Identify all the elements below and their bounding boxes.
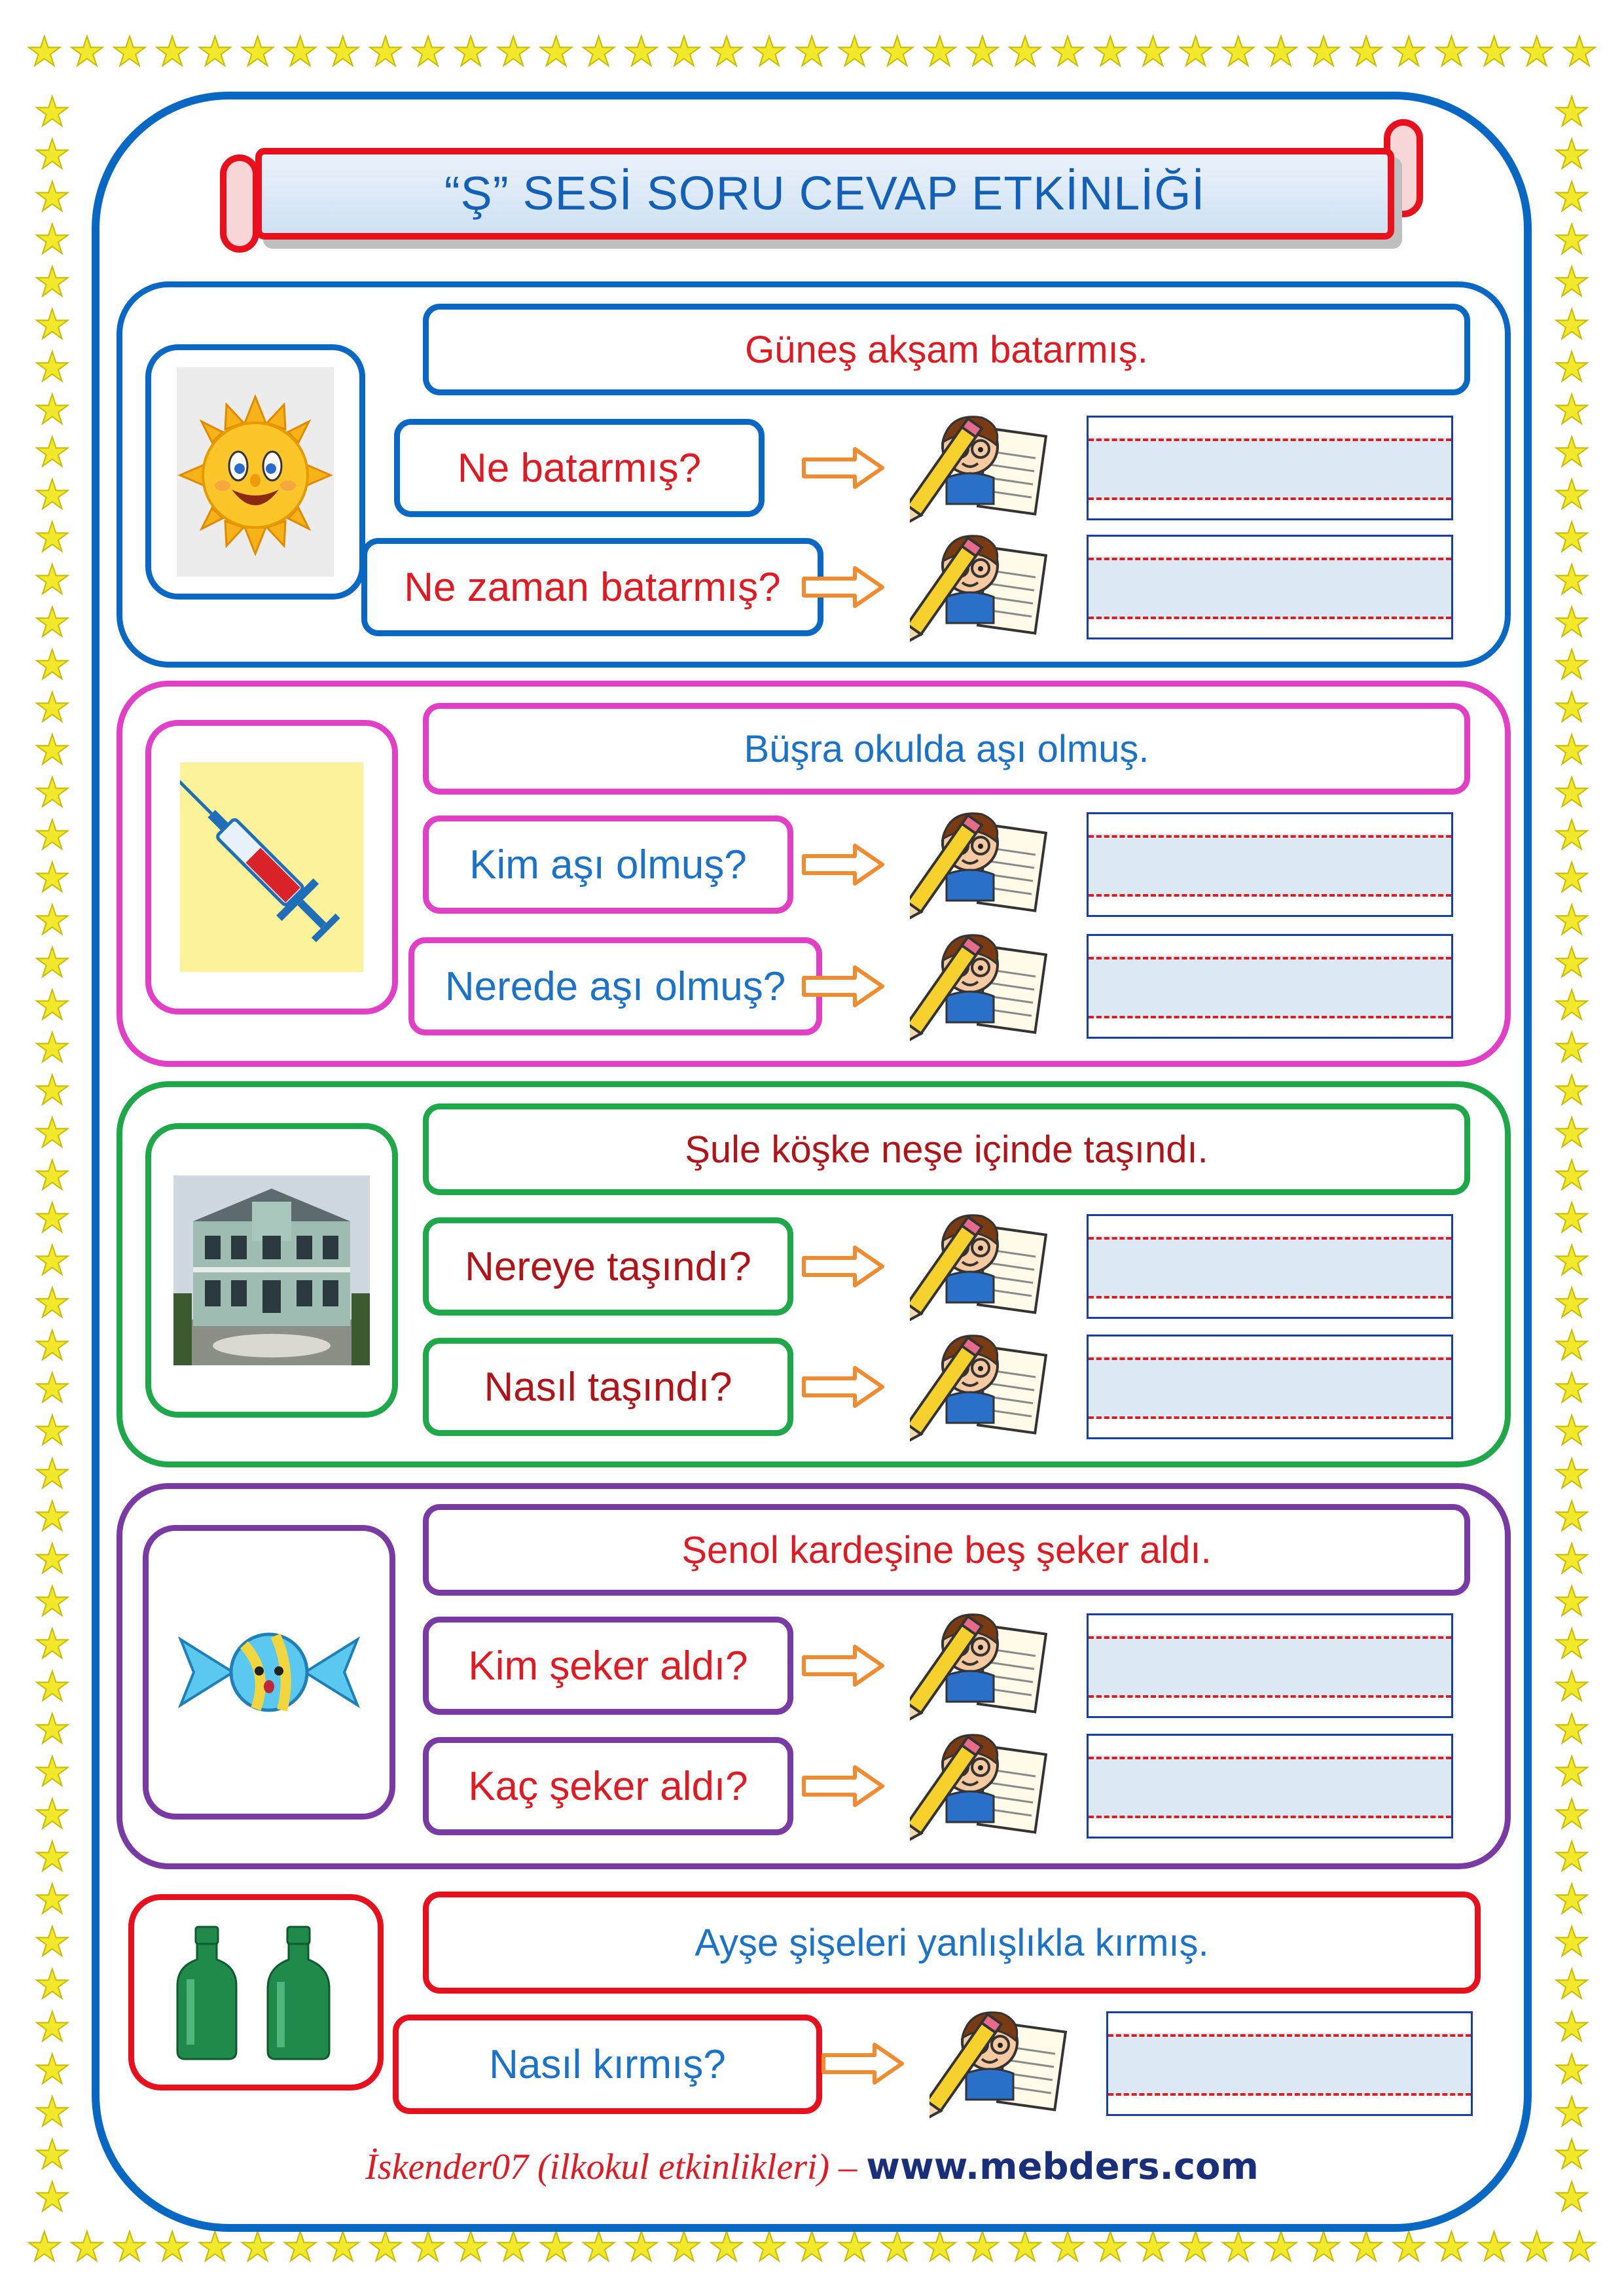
- statement-box: [423, 304, 1470, 395]
- star-icon: ★: [34, 1236, 71, 1285]
- star-icon: ★: [921, 2223, 958, 2270]
- star-icon: ★: [34, 2045, 71, 2093]
- star-icon: ★: [1177, 27, 1214, 75]
- statement-text: Ayşe şişeleri yanlışlıkla kırmış.: [695, 1921, 1209, 1964]
- image-box-mansion: [145, 1123, 398, 1418]
- star-icon: ★: [1553, 2172, 1590, 2221]
- question-text: Nereye taşındı?: [465, 1244, 751, 1289]
- star-icon: ★: [1475, 27, 1513, 75]
- star-icon: ★: [34, 1960, 71, 2008]
- star-icon: ★: [1553, 1704, 1590, 1753]
- scroll-curl-left: [220, 154, 259, 253]
- syringe-icon: [180, 762, 363, 972]
- star-icon: ★: [921, 27, 958, 75]
- star-icon: ★: [1553, 471, 1590, 519]
- question-text: Nerede aşı olmuş?: [444, 963, 786, 1009]
- star-icon: ★: [1263, 2223, 1299, 2270]
- star-icon: ★: [34, 130, 71, 179]
- star-icon: ★: [1553, 2002, 1590, 2051]
- question-box: [394, 419, 765, 517]
- star-icon: ★: [154, 27, 191, 75]
- star-icon: ★: [34, 428, 71, 476]
- star-icon: ★: [281, 2223, 319, 2270]
- star-icon: ★: [1134, 2223, 1172, 2270]
- star-border-right: [1553, 88, 1590, 2221]
- star-icon: ★: [793, 27, 831, 75]
- star-icon: ★: [1553, 1619, 1590, 1668]
- star-icon: ★: [34, 1066, 71, 1115]
- star-border-left: [34, 88, 71, 2221]
- star-icon: ★: [751, 27, 787, 75]
- star-icon: ★: [1553, 1832, 1590, 1880]
- star-icon: ★: [239, 27, 276, 75]
- star-icon: ★: [34, 1024, 71, 1072]
- question-box: [423, 1617, 793, 1715]
- star-icon: ★: [410, 2223, 446, 2270]
- star-icon: ★: [34, 1662, 71, 1710]
- statement-box: [423, 1103, 1470, 1195]
- star-icon: ★: [1049, 27, 1086, 75]
- statement-text: Şule köşke neşe içinde taşındı.: [685, 1128, 1208, 1171]
- question-text: Ne zaman batarmış?: [404, 564, 781, 610]
- answer-line-box[interactable]: [1087, 416, 1453, 520]
- kid-writing-icon: [910, 1325, 1047, 1449]
- question-box: [393, 2015, 822, 2114]
- arrow-right-icon: [801, 1364, 886, 1410]
- question-text: Nasıl taşındı?: [484, 1364, 732, 1410]
- image-box-candy: [143, 1525, 395, 1820]
- question-box: [423, 1217, 793, 1316]
- answer-line-box[interactable]: [1087, 1335, 1453, 1439]
- star-icon: ★: [1553, 981, 1590, 1030]
- question-text: Ne batarmış?: [457, 445, 702, 491]
- star-icon: ★: [1007, 2223, 1043, 2270]
- star-icon: ★: [34, 939, 71, 987]
- star-icon: ★: [1553, 853, 1590, 902]
- arrow-right-icon: [801, 1244, 886, 1289]
- statement-text: Güneş akşam batarmış.: [745, 328, 1148, 371]
- kid-writing-icon: [910, 802, 1047, 927]
- star-icon: ★: [1553, 811, 1590, 859]
- star-icon: ★: [34, 513, 71, 562]
- star-icon: ★: [1433, 2223, 1470, 2270]
- arrow-right-icon: [801, 1763, 886, 1809]
- star-icon: ★: [1177, 2223, 1214, 2270]
- star-icon: ★: [1219, 27, 1257, 75]
- star-icon: ★: [34, 811, 71, 859]
- answer-line-box[interactable]: [1087, 934, 1453, 1039]
- star-icon: ★: [1553, 88, 1590, 135]
- kid-writing-icon: [910, 924, 1047, 1049]
- star-icon: ★: [34, 173, 71, 221]
- star-icon: ★: [34, 1704, 71, 1753]
- star-icon: ★: [281, 27, 319, 75]
- question-text: Kim aşı olmuş?: [469, 842, 747, 888]
- star-icon: ★: [1553, 1321, 1590, 1370]
- star-icon: ★: [34, 1789, 71, 1838]
- star-icon: ★: [1553, 641, 1590, 689]
- star-icon: ★: [154, 2223, 191, 2270]
- star-icon: ★: [34, 1279, 71, 1327]
- star-icon: ★: [34, 300, 71, 349]
- star-icon: ★: [452, 27, 489, 75]
- question-text: Kaç şeker aldı?: [468, 1763, 748, 1809]
- star-icon: ★: [1561, 2223, 1598, 2270]
- title-banner: [216, 110, 1427, 274]
- star-icon: ★: [324, 27, 361, 75]
- arrow-right-icon: [801, 445, 886, 491]
- star-icon: ★: [1553, 1960, 1590, 2008]
- star-icon: ★: [111, 27, 148, 75]
- statement-text: Şenol kardeşine beş şeker aldı.: [681, 1528, 1212, 1571]
- star-icon: ★: [1092, 27, 1129, 75]
- star-icon: ★: [34, 1874, 71, 1923]
- star-icon: ★: [1553, 1789, 1590, 1838]
- star-icon: ★: [1553, 1534, 1590, 1583]
- star-icon: ★: [1553, 258, 1590, 306]
- star-icon: ★: [1553, 1874, 1590, 1923]
- star-icon: ★: [1390, 27, 1428, 75]
- star-icon: ★: [1553, 556, 1590, 604]
- star-icon: ★: [34, 1321, 71, 1370]
- star-icon: ★: [1553, 1662, 1590, 1710]
- star-icon: ★: [1518, 2223, 1555, 2270]
- star-icon: ★: [1305, 2223, 1342, 2270]
- star-icon: ★: [1553, 1109, 1590, 1157]
- kid-writing-icon: [910, 1604, 1047, 1728]
- star-icon: ★: [1553, 939, 1590, 987]
- footer-author: İskender07 (ilkokul etkinlikleri) –: [365, 2147, 867, 2187]
- star-icon: ★: [1553, 2045, 1590, 2093]
- mansion-icon: [173, 1175, 370, 1365]
- image-box-sun: [145, 344, 365, 600]
- star-icon: ★: [878, 27, 916, 75]
- star-icon: ★: [1561, 27, 1598, 75]
- star-icon: ★: [1553, 2130, 1590, 2178]
- star-icon: ★: [34, 2130, 71, 2178]
- question-text: Nasıl kırmış?: [489, 2041, 726, 2087]
- arrow-right-icon: [801, 842, 886, 888]
- star-icon: ★: [34, 1151, 71, 1200]
- star-icon: ★: [1553, 1747, 1590, 1795]
- title-box: [255, 148, 1394, 240]
- star-icon: ★: [666, 2223, 702, 2270]
- star-icon: ★: [1553, 513, 1590, 562]
- arrow-right-icon: [801, 963, 886, 1009]
- star-icon: ★: [34, 598, 71, 647]
- star-icon: ★: [34, 1109, 71, 1157]
- star-icon: ★: [1553, 1151, 1590, 1200]
- star-icon: ★: [34, 471, 71, 519]
- star-border-bottom: [26, 2223, 1598, 2270]
- star-icon: ★: [1553, 130, 1590, 179]
- question-text: Kim şeker aldı?: [468, 1643, 748, 1689]
- star-icon: ★: [111, 2223, 148, 2270]
- statement-box: [423, 1892, 1481, 1994]
- star-icon: ★: [34, 1619, 71, 1668]
- footer-website-link[interactable]: www.mebders.com: [866, 2145, 1259, 2188]
- star-icon: ★: [537, 2223, 575, 2270]
- answer-line-box[interactable]: [1087, 812, 1453, 917]
- answer-line-box[interactable]: [1087, 1734, 1453, 1839]
- star-icon: ★: [1433, 27, 1470, 75]
- star-icon: ★: [1219, 2223, 1257, 2270]
- star-icon: ★: [964, 27, 1001, 75]
- statement-box: [423, 703, 1470, 795]
- answer-line-box[interactable]: [1087, 1214, 1453, 1319]
- star-icon: ★: [751, 2223, 787, 2270]
- star-icon: ★: [34, 88, 71, 135]
- star-icon: ★: [1553, 1407, 1590, 1455]
- star-icon: ★: [836, 27, 873, 75]
- star-icon: ★: [196, 27, 234, 75]
- star-icon: ★: [1553, 896, 1590, 944]
- star-icon: ★: [708, 2223, 745, 2270]
- arrow-right-icon: [801, 564, 886, 610]
- star-icon: ★: [34, 1917, 71, 1965]
- answer-line-box[interactable]: [1106, 2011, 1473, 2116]
- star-icon: ★: [1007, 27, 1043, 75]
- star-icon: ★: [34, 1534, 71, 1583]
- answer-line-box[interactable]: [1087, 535, 1453, 639]
- star-icon: ★: [34, 2172, 71, 2221]
- star-icon: ★: [1553, 215, 1590, 264]
- star-icon: ★: [1553, 1236, 1590, 1285]
- statement-text: Büşra okulda aşı olmuş.: [744, 727, 1149, 770]
- star-icon: ★: [367, 27, 404, 75]
- star-icon: ★: [34, 853, 71, 902]
- star-icon: ★: [964, 2223, 1001, 2270]
- star-icon: ★: [34, 1194, 71, 1242]
- sun-icon: [177, 367, 334, 577]
- star-icon: ★: [196, 2223, 234, 2270]
- star-icon: ★: [26, 2223, 63, 2270]
- arrow-right-icon: [801, 1643, 886, 1689]
- star-icon: ★: [34, 343, 71, 391]
- kid-writing-icon: [910, 406, 1047, 530]
- arrow-right-icon: [821, 2041, 906, 2087]
- star-icon: ★: [34, 1492, 71, 1540]
- question-box: [423, 1737, 793, 1835]
- star-icon: ★: [34, 1832, 71, 1880]
- star-icon: ★: [34, 1577, 71, 1625]
- star-icon: ★: [69, 2223, 105, 2270]
- statement-box: [423, 1504, 1470, 1596]
- star-icon: ★: [1518, 27, 1555, 75]
- star-icon: ★: [1553, 300, 1590, 349]
- kid-writing-icon: [910, 1724, 1047, 1848]
- star-icon: ★: [1390, 2223, 1428, 2270]
- footer: [0, 2145, 1624, 2188]
- star-icon: ★: [34, 386, 71, 434]
- star-icon: ★: [1553, 343, 1590, 391]
- star-icon: ★: [26, 27, 63, 75]
- kid-writing-icon: [929, 2001, 1067, 2126]
- star-icon: ★: [1553, 1194, 1590, 1242]
- star-icon: ★: [34, 258, 71, 306]
- star-icon: ★: [708, 27, 745, 75]
- star-icon: ★: [1553, 683, 1590, 732]
- page-title: “Ş” SESİ SORU CEVAP ETKİNLİĞİ: [444, 168, 1206, 220]
- question-box: [408, 937, 822, 1035]
- star-icon: ★: [34, 215, 71, 264]
- star-icon: ★: [1553, 1024, 1590, 1072]
- star-icon: ★: [580, 27, 617, 75]
- star-icon: ★: [34, 1747, 71, 1795]
- star-icon: ★: [1553, 1449, 1590, 1498]
- candy-icon: [171, 1613, 367, 1731]
- star-icon: ★: [1305, 27, 1342, 75]
- star-icon: ★: [34, 768, 71, 817]
- star-icon: ★: [1553, 1066, 1590, 1115]
- star-icon: ★: [1553, 1279, 1590, 1327]
- star-icon: ★: [239, 2223, 276, 2270]
- bottles-icon: [158, 1920, 354, 2064]
- star-icon: ★: [1553, 726, 1590, 774]
- star-icon: ★: [34, 683, 71, 732]
- star-icon: ★: [1092, 2223, 1129, 2270]
- star-icon: ★: [34, 1449, 71, 1498]
- star-icon: ★: [836, 2223, 873, 2270]
- star-icon: ★: [34, 2087, 71, 2136]
- star-icon: ★: [1553, 1917, 1590, 1965]
- star-icon: ★: [1134, 27, 1172, 75]
- star-icon: ★: [34, 981, 71, 1030]
- star-icon: ★: [34, 1364, 71, 1412]
- star-icon: ★: [537, 27, 575, 75]
- star-icon: ★: [1553, 1577, 1590, 1625]
- question-box: [423, 816, 793, 914]
- star-icon: ★: [1553, 428, 1590, 476]
- star-icon: ★: [34, 2002, 71, 2051]
- star-icon: ★: [69, 27, 105, 75]
- star-icon: ★: [623, 2223, 660, 2270]
- image-box-syringe: [145, 720, 398, 1014]
- star-icon: ★: [410, 27, 446, 75]
- star-icon: ★: [1263, 27, 1299, 75]
- star-icon: ★: [878, 2223, 916, 2270]
- star-icon: ★: [34, 896, 71, 944]
- star-icon: ★: [34, 726, 71, 774]
- star-icon: ★: [495, 2223, 532, 2270]
- star-icon: ★: [666, 27, 702, 75]
- star-icon: ★: [1553, 1492, 1590, 1540]
- star-icon: ★: [1553, 1364, 1590, 1412]
- star-icon: ★: [623, 27, 660, 75]
- star-icon: ★: [1049, 2223, 1086, 2270]
- question-box: [361, 538, 823, 636]
- star-icon: ★: [367, 2223, 404, 2270]
- star-border-top: [26, 27, 1598, 75]
- answer-line-box[interactable]: [1087, 1613, 1453, 1718]
- star-icon: ★: [1553, 173, 1590, 221]
- star-icon: ★: [34, 641, 71, 689]
- star-icon: ★: [1553, 386, 1590, 434]
- star-icon: ★: [324, 2223, 361, 2270]
- star-icon: ★: [1348, 27, 1384, 75]
- star-icon: ★: [452, 2223, 489, 2270]
- star-icon: ★: [1553, 768, 1590, 817]
- image-box-bottles: [128, 1894, 384, 2090]
- star-icon: ★: [34, 556, 71, 604]
- star-icon: ★: [1553, 2087, 1590, 2136]
- star-icon: ★: [1348, 2223, 1384, 2270]
- star-icon: ★: [580, 2223, 617, 2270]
- kid-writing-icon: [910, 1204, 1047, 1329]
- kid-writing-icon: [910, 525, 1047, 649]
- question-box: [423, 1338, 793, 1436]
- star-icon: ★: [495, 27, 532, 75]
- star-icon: ★: [1553, 598, 1590, 647]
- star-icon: ★: [1475, 2223, 1513, 2270]
- star-icon: ★: [793, 2223, 831, 2270]
- star-icon: ★: [34, 1407, 71, 1455]
